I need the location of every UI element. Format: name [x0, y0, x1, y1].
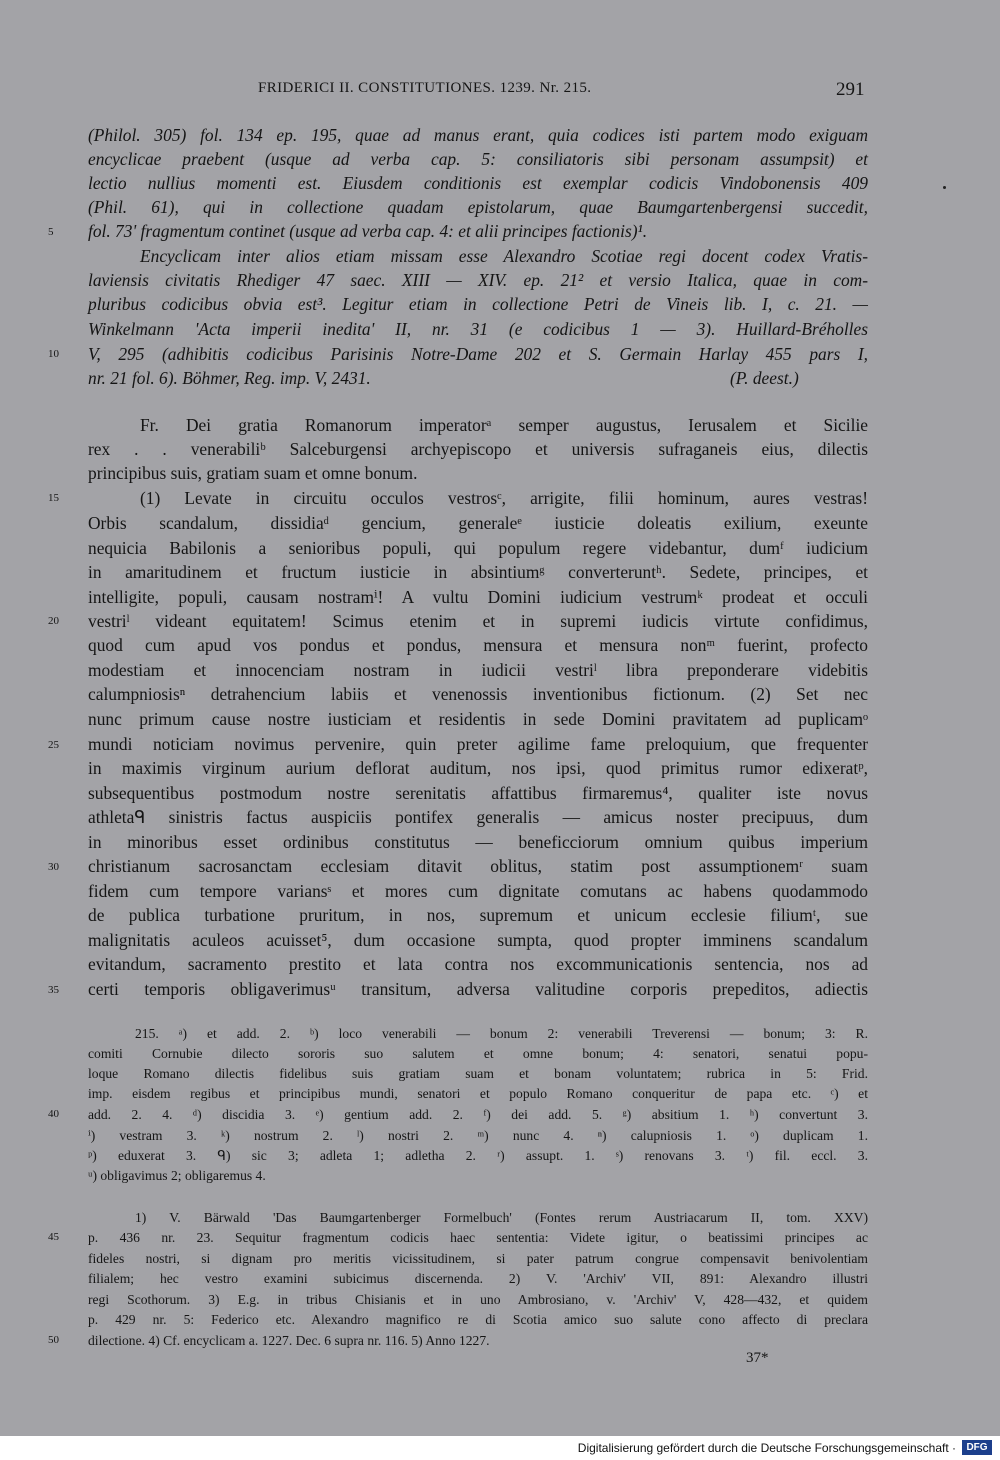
line-number: 20: [48, 615, 59, 627]
text-line: vestriˡ videant equitatem! Scimus etenim et in supremi iudicis virtute confidimus,: [88, 611, 868, 631]
footer-credit: Digitalisierung gefördert durch die Deutsche Forschungsgemeinschaft ·: [577, 1441, 956, 1455]
line-number: 40: [48, 1108, 59, 1120]
intro-line: Encyclicam inter alios etiam missam esse Alexandro Scotiae regi docent codex Vratis-: [140, 246, 868, 266]
footnote-line: fideles nostri, si dignam pro meritis vicissitudinem, si pater patrum congrue compensavit benivolentiam: [88, 1251, 868, 1266]
text-line: principibus suis, gratiam suam et omne bonum.: [88, 463, 418, 483]
text-line: subsequentibus postmodum nostre serenitatis affattibus firmaremus⁴, qualiter iste novus: [88, 783, 868, 803]
variant-line: 215. ᵃ) et add. 2. ᵇ) loco venerabili — bonum 2: venerabili Treverensi — bonum; 3: R.: [135, 1026, 868, 1041]
page-number: 291: [836, 79, 865, 100]
intro-line: lectio nullius momenti est. Eiusdem conditionis est exemplar codicis Vindobonensis 409: [88, 173, 868, 193]
intro-siglum: (P. deest.): [730, 368, 799, 388]
text-line: mundi noticiam novimus pervenire, quin preter agilime fame preloquium, que frequenter: [88, 734, 868, 754]
text-line: modestiam et innocenciam nostram in iudicii vestriˡ libra preponderare videbitis: [88, 660, 868, 680]
footnote-line: dilectione. 4) Cf. encyclicam a. 1227. Dec. 6 supra nr. 116. 5) Anno 1227.: [88, 1333, 490, 1348]
running-title: FRIDERICI II. CONSTITUTIONES. 1239. Nr. 215.: [258, 80, 592, 96]
intro-line: laviensis civitatis Rhediger 47 saec. XIII — XIV. ep. 21² et versio Italica, quae in com-: [88, 270, 868, 290]
intro-line: (Phil. 61), qui in collectione quadam epistolarum, quae Baumgartenbergensi succedit,: [88, 197, 868, 217]
line-number: 35: [48, 984, 59, 996]
intro-line: encyclicae praebent (usque ad verba cap. 5: consiliatoris sibi personam assumpsit) et: [88, 149, 868, 169]
intro-line: nr. 21 fol. 6). Böhmer, Reg. imp. V, 2431.: [88, 368, 371, 388]
line-number: 15: [48, 492, 59, 504]
line-number: 10: [48, 348, 59, 360]
footnote-line: filialem; hec vestro examini subicimus discernenda. 2) V. 'Archiv' VII, 891: Alexandro illustri: [88, 1271, 868, 1286]
text-line: quod cum apud vos pondus et pondus, mensura et mensura nonᵐ fuerint, profecto: [88, 635, 868, 655]
variant-line: add. 2. 4. ᵈ) discidia 3. ᵉ) gentium add. 2. ᶠ) dei add. 5. ᵍ) absitium 1. ʰ) convertunt 3.: [88, 1107, 868, 1122]
variant-line: comiti Cornubie dilecto sororis suo salutem et omne bonum; 4: senatori, senatui popu-: [88, 1046, 868, 1061]
line-number: 5: [48, 226, 54, 238]
text-line: de publica turbatione pruritum, in nos, supremum et unicum ecclesie filiumᵗ, sue: [88, 905, 868, 925]
text-line: evitandum, sacramento prestito et lata contra nos excommunicationis sentencia, nos ad: [88, 954, 868, 974]
sheet-signature: 37*: [746, 1350, 769, 1366]
text-line: nequicia Babilonis a senioribus populi, qui populum regere videbantur, dumᶠ iudicium: [88, 538, 868, 558]
intro-line: Winkelmann 'Acta imperii inedita' II, nr. 31 (e codicibus 1 — 3). Huillard-Bréholles: [88, 319, 868, 339]
text-line: Fr. Dei gratia Romanorum imperatorᵃ semper augustus, Ierusalem et Sicilie: [140, 415, 868, 435]
text-line: in maximis virginum aurium deflorat auditum, nos ipsi, quod primitus rumor edixeratᵖ,: [88, 758, 868, 778]
variant-line: ᵖ) eduxerat 3. ᑫ) sic 3; adleta 1; adletha 2. ʳ) assupt. 1. ˢ) renovans 3. ᵗ) fil. eccl. 3.: [88, 1148, 868, 1163]
text-line: intelligite, populi, causam nostramⁱ! A vultu Domini iudicium vestrumᵏ prodeat et occuli: [88, 587, 868, 607]
text-line: malignitatis aculeos acuisset⁵, dum occasione sumpta, quod propter imminens scandalum: [88, 930, 868, 950]
intro-line: (Philol. 305) fol. 134 ep. 195, quae ad manus erant, quia codices isti partem modo exiguam: [88, 125, 868, 145]
footer-bar: [0, 1436, 1000, 1460]
text-line: in amaritudinem et fructum iusticie in absintiumᵍ converteruntʰ. Sedete, principes, et: [88, 562, 868, 582]
text-line: calumpniosisⁿ detrahencium labiis et venenossis inventionibus fictionum. (2) Set nec: [88, 684, 868, 704]
footnote-line: 1) V. Bärwald 'Das Baumgartenberger Formelbuch' (Fontes rerum Austriacarum II, tom. XXV): [135, 1210, 868, 1225]
footnote-line: p. 429 nr. 5: Federico etc. Alexandro magnifico re di Scotia amico suo salute cono affecto di preclara: [88, 1312, 868, 1327]
margin-dot: [943, 186, 946, 189]
line-number: 30: [48, 861, 59, 873]
text-line: fidem cum tempore variansˢ et mores cum dignitate comutans ac habens quodammodo: [88, 881, 868, 901]
text-line: christianum sacrosanctam ecclesiam ditavit oblitus, statim post assumptionemʳ suam: [88, 856, 868, 876]
intro-line: fol. 73' fragmentum continet (usque ad verba cap. 4: et alii principes factionis)¹.: [88, 221, 648, 241]
intro-line: V, 295 (adhibitis codicibus Parisinis Notre-Dame 202 et S. Germain Harlay 455 pars I,: [88, 344, 868, 364]
intro-line: pluribus codicibus obvia est³. Legitur etiam in collectione Petri de Vineis lib. I, c. 21. —: [88, 294, 868, 314]
text-line: Orbis scandalum, dissidiaᵈ gencium, generaleᵉ iusticie doleatis exilium, exeunte: [88, 513, 868, 533]
line-number: 50: [48, 1334, 59, 1346]
variant-line: loque Romano dilectis fidelibus suis gratiam suam et bonam voluntatem; rubrica in 5: Frid.: [88, 1066, 868, 1081]
variant-line: ⁱ) vestram 3. ᵏ) nostrum 2. ˡ) nostri 2. ᵐ) nunc 4. ⁿ) calupniosis 1. ᵒ) duplicam 1.: [88, 1128, 868, 1143]
footnote-line: p. 436 nr. 23. Sequitur fragmentum codicis haec sententia: Videte igitur, o beatissimi principes ac: [88, 1230, 868, 1245]
variant-line: imp. eisdem regibus et principibus mundi, senatori et populo Romano conqueritur de papa etc. ᶜ) et: [88, 1086, 868, 1101]
text-line: athletaᑫ sinistris factus auspiciis pontifex generalis — amicus noster precipuus, dum: [88, 807, 868, 827]
text-line: in minoribus esset ordinibus constitutus — beneficciorum omnium quibus imperium: [88, 832, 868, 852]
line-number: 25: [48, 739, 59, 751]
line-number: 45: [48, 1231, 59, 1243]
text-line: nunc primum cause nostre iusticiam et residentis in sede Domini pravitatem ad puplicamᵒ: [88, 709, 868, 729]
text-line: rex . . venerabiliᵇ Salceburgensi archyepiscopo et universis sufraganeis eius, dilectis: [88, 439, 868, 459]
text-line: (1) Levate in circuitu occulos vestrosᶜ, arrigite, filii hominum, aures vestras!: [140, 488, 868, 508]
dfg-logo: DFG: [962, 1440, 992, 1455]
text-line: certi temporis obligaverimusᵘ transitum, adversa valitudine corporis prepeditos, adiectis: [88, 979, 868, 999]
variant-line: ᵘ) obligavimus 2; obligaremus 4.: [88, 1168, 266, 1183]
footnote-line: regi Scothorum. 3) E.g. in tribus Chisianis et in uno Ambrosiano, v. 'Archiv' V, 428—432, et quidem: [88, 1292, 868, 1307]
